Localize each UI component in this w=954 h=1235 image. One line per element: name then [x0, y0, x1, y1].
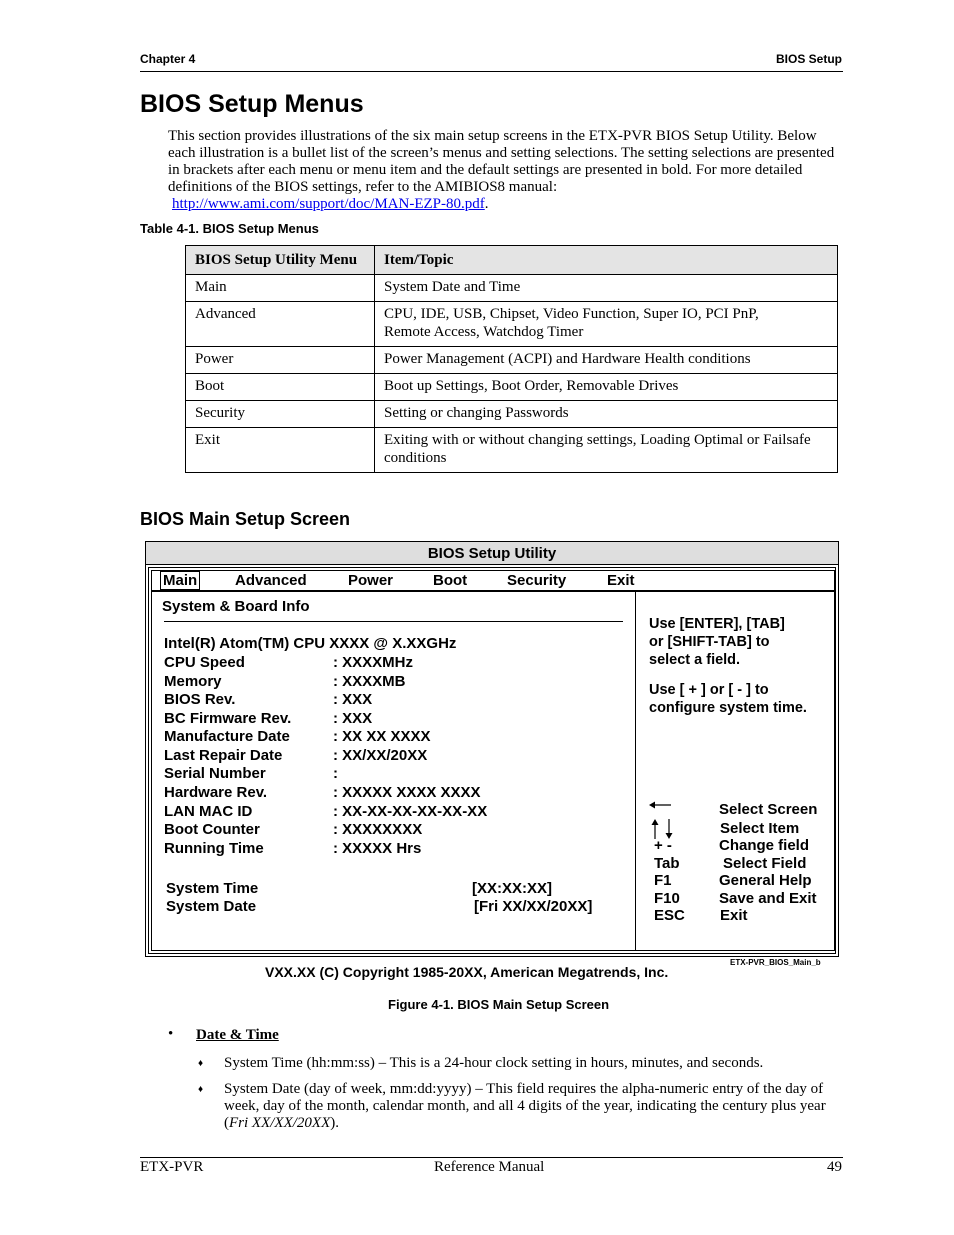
bullet-label: Date & Time [196, 1027, 279, 1043]
bios-copyright: VXX.XX (C) Copyright 1985-20XX, American Megatrends, Inc. [265, 964, 669, 980]
date-example: Fri XX/XX/20XX [229, 1115, 331, 1131]
table-row [186, 275, 838, 302]
diamond-bullet-icon: ♦ [198, 1084, 204, 1095]
bios-system-date-label: System Date [166, 898, 257, 915]
bios-help-text: select a field. [649, 652, 741, 668]
table-cell-topic: Power Management (ACPI) and Hardware Health conditions [375, 347, 838, 374]
bios-key-desc: Change field [719, 837, 810, 854]
bios-key: Tab [654, 855, 680, 872]
bios-field-label: Manufacture Date [164, 728, 290, 745]
bios-section-rule [164, 621, 623, 622]
table-header-topic: Item/Topic [375, 246, 838, 275]
bios-frame [148, 567, 836, 954]
bios-field-value: : XX/XX/20XX [333, 747, 428, 764]
bios-field-value: : XXXXMB [333, 673, 406, 690]
table-cell-topic: CPU, IDE, USB, Chipset, Video Function, Super IO, PCI PnP, Remote Access, Watchdog Timer [375, 302, 838, 347]
bios-key-desc: Exit [720, 907, 748, 924]
bios-field-value: : [333, 765, 338, 782]
table-header-row [186, 246, 838, 275]
arrow-left-icon [649, 800, 673, 810]
bios-help-text: or [SHIFT-TAB] to [649, 634, 770, 650]
section-subheading: BIOS Main Setup Screen [140, 509, 351, 529]
list-item-suffix: ). [330, 1115, 339, 1131]
table-cell-topic: System Date and Time [375, 275, 838, 302]
bios-field-label: Hardware Rev. [164, 784, 268, 801]
table-row [186, 428, 838, 473]
bullet-icon: • [168, 1026, 174, 1042]
bios-field-value: : XX XX XXXX [333, 728, 431, 745]
table-caption: Table 4-1. BIOS Setup Menus [140, 221, 319, 236]
header-rule [140, 71, 843, 72]
bios-system-date-value[interactable]: [Fri XX/XX/20XX] [474, 898, 593, 915]
intro-paragraph [168, 128, 844, 213]
table-row [186, 302, 838, 347]
bios-system-time-value[interactable]: [XX:XX:XX] [472, 880, 553, 897]
bios-key: F1 [654, 872, 672, 889]
bios-tab-power[interactable]: Power [348, 572, 394, 589]
bios-key-desc: General Help [719, 872, 812, 889]
bios-tab-main[interactable]: Main [160, 571, 200, 590]
bios-field-value: : XXXXMHz [333, 654, 414, 671]
table-row [186, 401, 838, 428]
bios-tab-advanced[interactable]: Advanced [235, 572, 307, 589]
footer-title: Reference Manual [434, 1159, 545, 1175]
bios-field-label: Running Time [164, 840, 264, 857]
bios-tab-security[interactable]: Security [507, 572, 567, 589]
bios-field-value: : XXX [333, 691, 373, 708]
bios-key: + - [654, 837, 672, 854]
table-cell-menu: Advanced [186, 302, 375, 347]
list-item-text: System Date (day of week, mm:dd:yyyy) – This field requires the alpha-numeric entry of the day of week, day of the month, calendar month, and all 4 digits of the year, indicating the century plus year ( [224, 1081, 826, 1131]
table-cell-menu: Power [186, 347, 375, 374]
intro-link-suffix: . [484, 196, 489, 212]
figure-image-id: ETX-PVR_BIOS_Main_b [730, 958, 821, 967]
bios-field-label: LAN MAC ID [164, 803, 253, 820]
bios-tab-exit[interactable]: Exit [607, 572, 635, 589]
figure-caption: Figure 4-1. BIOS Main Setup Screen [388, 997, 610, 1012]
bios-field-label: Last Repair Date [164, 747, 283, 764]
bios-field-label: Memory [164, 673, 222, 690]
footer-rule [140, 1157, 843, 1158]
bios-help-text: configure system time. [649, 700, 807, 716]
table-row [186, 374, 838, 401]
bios-screen-figure [145, 541, 839, 957]
table-row [186, 347, 838, 374]
bios-field-value: : XXX [333, 710, 373, 727]
table-cell-topic: Exiting with or without changing settings, Loading Optimal or Failsafe conditions [375, 428, 838, 473]
bios-field-value: : XXXXX Hrs [333, 840, 422, 857]
amibios-manual-link[interactable]: http://www.ami.com/support/doc/MAN-EZP-80.pdf [172, 196, 485, 212]
bios-field-label: BIOS Rev. [164, 691, 236, 708]
bios-tab-boot[interactable]: Boot [433, 572, 468, 589]
bios-key: F10 [654, 890, 680, 907]
bios-field-label: Boot Counter [164, 821, 260, 838]
bios-key-desc: Select Item [720, 820, 800, 837]
bios-field-value: : XXXXXXXX [333, 821, 423, 838]
bios-field-label: Serial Number [164, 765, 266, 782]
bios-title-bar: BIOS Setup Utility [146, 542, 838, 565]
page-title: BIOS Setup Menus [140, 90, 364, 118]
list-item: System Time (hh:mm:ss) – This is a 24-hour clock setting in hours, minutes, and seconds. [224, 1055, 764, 1071]
bios-field-value: : XX-XX-XX-XX-XX-XX [333, 803, 488, 820]
table-cell-menu: Security [186, 401, 375, 428]
bios-help-pane [635, 591, 835, 951]
bios-field-label: CPU Speed [164, 654, 245, 671]
bios-key-desc: Select Field [723, 855, 807, 872]
footer-product: ETX-PVR [140, 1159, 204, 1175]
table-cell-menu: Boot [186, 374, 375, 401]
bios-key-desc: Save and Exit [719, 890, 817, 907]
bios-help-text: Use [ + ] or [ - ] to [649, 682, 769, 698]
bios-key: ESC [654, 907, 685, 924]
bios-left-pane [151, 591, 635, 951]
table-cell-menu: Exit [186, 428, 375, 473]
table-header-menu: BIOS Setup Utility Menu [186, 246, 375, 275]
bios-menu-bar [151, 570, 835, 591]
bios-menus-table [185, 245, 838, 473]
page-number: 49 [827, 1159, 842, 1175]
table-cell-menu: Main [186, 275, 375, 302]
table-cell-topic: Setting or changing Passwords [375, 401, 838, 428]
bios-field-value: : XXXXX XXXX XXXX [333, 784, 481, 801]
intro-text: This section provides illustrations of the six main setup screens in the ETX-PVR BIOS Setup Utility. Below each illustration is a bullet list of the screen’s menus and setting selections. The setting selections are presented in brackets after each menu or menu item and the default settings are presented in bold. For more detailed definitions of the BIOS settings, refer to the AMIBIOS8 manual: [168, 128, 835, 195]
header-chapter: Chapter 4 [140, 52, 196, 66]
bios-key-desc: Select Screen [719, 801, 818, 818]
bios-field-label: BC Firmware Rev. [164, 710, 292, 727]
bios-section-title: System & Board Info [162, 598, 310, 615]
bios-cpu-name: Intel(R) Atom(TM) CPU XXXX @ X.XXGHz [164, 635, 457, 652]
table-cell-topic: Boot up Settings, Boot Order, Removable Drives [375, 374, 838, 401]
bios-help-text: Use [ENTER], [TAB] [649, 616, 785, 632]
diamond-bullet-icon: ♦ [198, 1058, 204, 1069]
header-section: BIOS Setup [775, 52, 842, 66]
list-item [224, 1081, 844, 1132]
bios-system-time-label: System Time [166, 880, 259, 897]
